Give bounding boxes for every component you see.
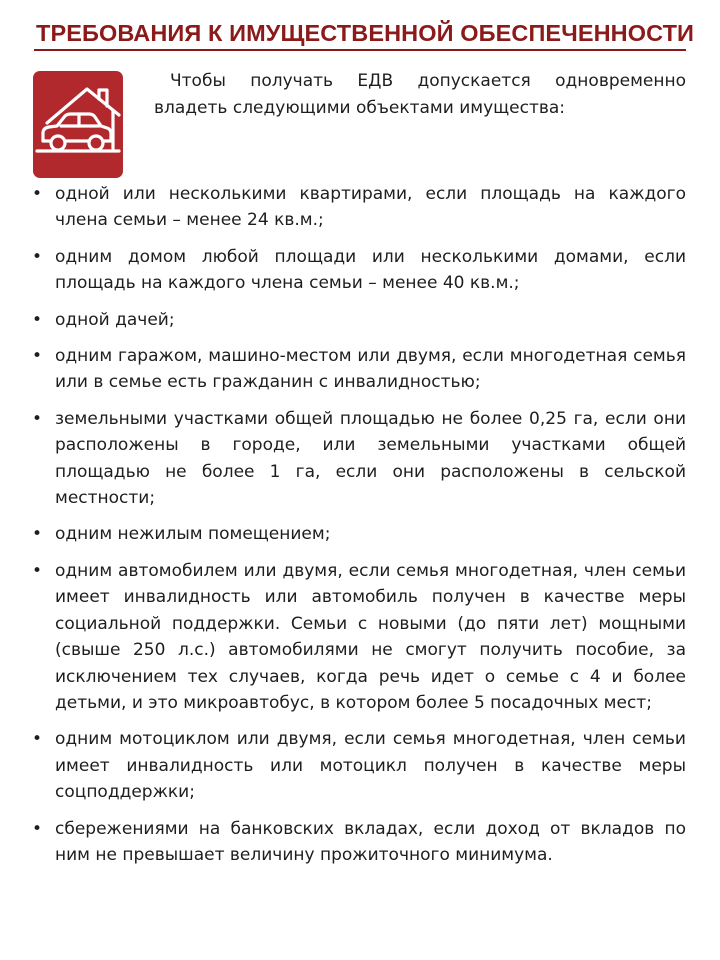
bullet-icon: • bbox=[32, 346, 43, 367]
bullet-icon: • bbox=[32, 309, 43, 330]
list-item-text: одной дачей; bbox=[55, 309, 175, 330]
intro-text: Чтобы получать ЕДВ допускается одновременно владеть следующими объектами имущества: bbox=[154, 71, 686, 118]
list-item bbox=[30, 244, 686, 297]
property-list bbox=[30, 181, 686, 878]
house-car-icon bbox=[33, 71, 123, 178]
list-item-text: одним домом любой площади или несколькими домами, если площадь на каждого члена семьи – менее 40 кв.м.; bbox=[55, 246, 686, 294]
page-title: ТРЕБОВАНИЯ К ИМУЩЕСТВЕННОЙ ОБЕСПЕЧЕННОСТИ bbox=[36, 20, 695, 46]
list-item bbox=[30, 726, 686, 805]
list-item bbox=[30, 521, 686, 547]
bullet-icon: • bbox=[32, 524, 43, 545]
bullet-icon: • bbox=[32, 560, 43, 581]
list-item bbox=[30, 343, 686, 396]
list-item bbox=[30, 558, 686, 716]
bullet-icon: • bbox=[32, 408, 43, 429]
bullet-icon: • bbox=[32, 184, 43, 204]
bullet-icon: • bbox=[32, 729, 43, 750]
list-item bbox=[30, 307, 686, 333]
list-item bbox=[30, 406, 686, 512]
list-item bbox=[30, 816, 686, 869]
title-divider bbox=[34, 49, 686, 51]
house-car-icon-graphic bbox=[33, 71, 123, 178]
list-item-text: одним нежилым помещением; bbox=[55, 524, 331, 545]
list-item-text: одним мотоциклом или двумя, если семья многодетная, член семьи имеет инвалидность или мотоцикл получен в качестве меры соцподдержки; bbox=[55, 729, 686, 803]
list-item-text: одним автомобилем или двумя, если семья многодетная, член семьи имеет инвалидность или автомобиль получен в качестве меры социальной поддержки. Семьи с новыми (до пяти лет) мощными (свыше 250 л.с.) автомобилями не смогут получить пособие, за исключением тех случаев, когда речь идет о семье с 4 и более детьми, и это микроавтобус, в котором более 5 посадочных мест; bbox=[55, 560, 686, 713]
list-item bbox=[30, 181, 686, 234]
list-item-text: одним гаражом, машино-местом или двумя, если многодетная семья или в семье есть гражданин с инвалидностью; bbox=[55, 346, 686, 393]
list-item-text: одной или несколькими квартирами, если площадь на каждого члена семьи – менее 24 кв.м.; bbox=[55, 184, 686, 231]
list-item-text: земельными участками общей площадью не более 0,25 га, если они расположены в городе, или земельными участками общей площадью не более 1 га, если они расположены в сельской местности; bbox=[55, 408, 686, 509]
list-item-text: сбережениями на банковских вкладах, если доход от вкладов по ним не превышает величину прожиточного минимума. bbox=[55, 818, 686, 865]
bullet-icon: • bbox=[32, 246, 43, 267]
bullet-icon: • bbox=[32, 818, 43, 839]
